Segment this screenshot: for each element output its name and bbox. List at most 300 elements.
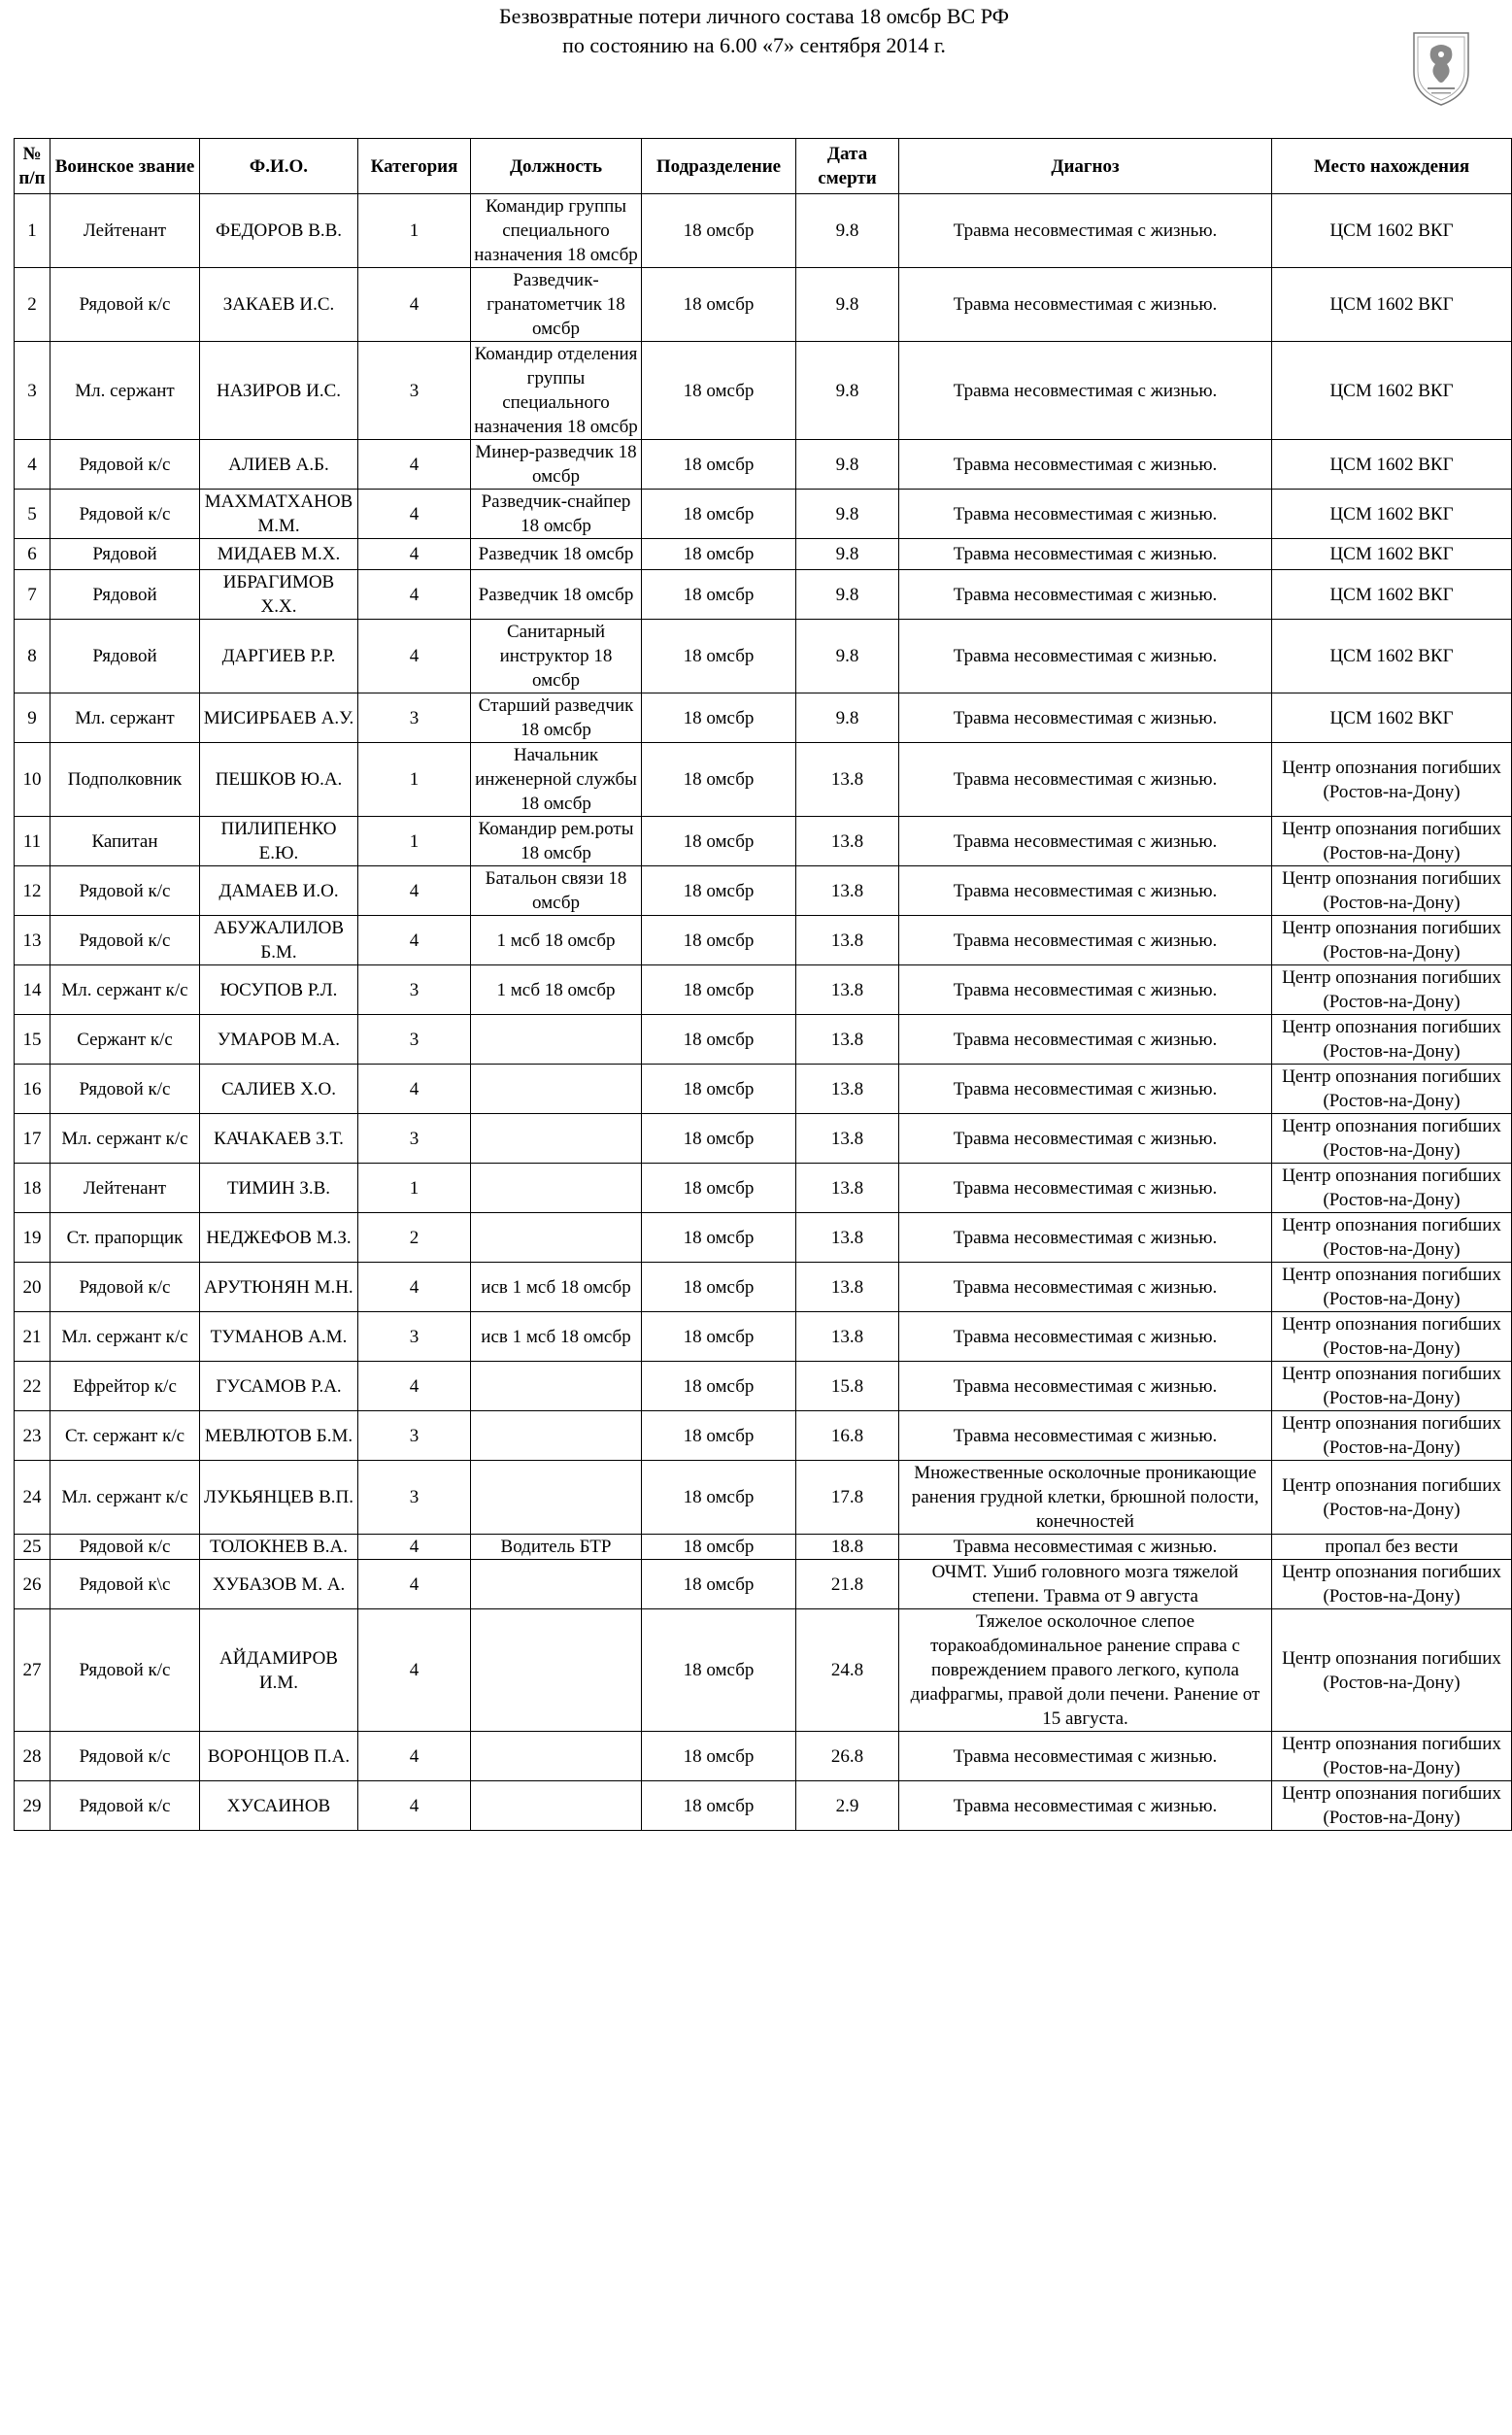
cell-category: 4 xyxy=(358,1065,471,1114)
cell-diagnosis: Травма несовместимая с жизнью. xyxy=(899,268,1272,342)
cell-position xyxy=(471,1560,642,1609)
cell-unit: 18 омсбр xyxy=(642,1263,796,1312)
cell-number: 24 xyxy=(15,1461,50,1535)
table-row xyxy=(15,1411,1512,1461)
cell-location: пропал без вести xyxy=(1272,1535,1512,1560)
cell-rank: Рядовой к/с xyxy=(50,1732,200,1781)
cell-name: ПИЛИПЕНКО Е.Ю. xyxy=(200,817,358,866)
cell-diagnosis: Травма несовместимая с жизнью. xyxy=(899,1164,1272,1213)
cell-number: 23 xyxy=(15,1411,50,1461)
cell-rank: Рядовой к/с xyxy=(50,1609,200,1732)
cell-diagnosis: ОЧМТ. Ушиб головного мозга тяжелой степени. Травма от 9 августа xyxy=(899,1560,1272,1609)
cell-location: Центр опознания погибших (Ростов-на-Дону) xyxy=(1272,1164,1512,1213)
cell-diagnosis: Травма несовместимая с жизнью. xyxy=(899,916,1272,965)
header-col-number: № п/п xyxy=(15,139,50,194)
cell-category: 4 xyxy=(358,1732,471,1781)
cell-diagnosis: Множественные осколочные проникающие ранения грудной клетки, брюшной полости, конечностей xyxy=(899,1461,1272,1535)
cell-rank: Мл. сержант к/с xyxy=(50,1114,200,1164)
cell-rank: Рядовой к/с xyxy=(50,490,200,539)
table-header-row xyxy=(15,139,1512,194)
cell-unit: 18 омсбр xyxy=(642,1362,796,1411)
cell-rank: Рядовой к/с xyxy=(50,1781,200,1831)
cell-position: Разведчик-гранатометчик 18 омсбр xyxy=(471,268,642,342)
cell-category: 3 xyxy=(358,693,471,743)
cell-name: АБУЖАЛИЛОВ Б.М. xyxy=(200,916,358,965)
cell-rank: Рядовой xyxy=(50,570,200,620)
cell-diagnosis: Травма несовместимая с жизнью. xyxy=(899,866,1272,916)
cell-death-date: 13.8 xyxy=(796,866,899,916)
table-row xyxy=(15,1312,1512,1362)
table-row xyxy=(15,817,1512,866)
table-row xyxy=(15,1362,1512,1411)
table-row xyxy=(15,916,1512,965)
cell-category: 3 xyxy=(358,1015,471,1065)
cell-number: 19 xyxy=(15,1213,50,1263)
cell-unit: 18 омсбр xyxy=(642,1609,796,1732)
table-row xyxy=(15,570,1512,620)
cell-unit: 18 омсбр xyxy=(642,1560,796,1609)
cell-death-date: 13.8 xyxy=(796,1312,899,1362)
cell-location: Центр опознания погибших (Ростов-на-Дону) xyxy=(1272,1732,1512,1781)
cell-death-date: 13.8 xyxy=(796,817,899,866)
cell-unit: 18 омсбр xyxy=(642,916,796,965)
cell-number: 6 xyxy=(15,539,50,570)
cell-rank: Рядовой к/с xyxy=(50,1535,200,1560)
cell-category: 3 xyxy=(358,1114,471,1164)
cell-number: 22 xyxy=(15,1362,50,1411)
cell-number: 7 xyxy=(15,570,50,620)
header-col-unit: Подразделение xyxy=(642,139,796,194)
cell-death-date: 18.8 xyxy=(796,1535,899,1560)
table-row xyxy=(15,1609,1512,1732)
cell-unit: 18 омсбр xyxy=(642,1411,796,1461)
cell-category: 4 xyxy=(358,916,471,965)
cell-location: Центр опознания погибших (Ростов-на-Дону) xyxy=(1272,1015,1512,1065)
cell-category: 4 xyxy=(358,1560,471,1609)
cell-location: ЦСМ 1602 ВКГ xyxy=(1272,342,1512,440)
cell-unit: 18 омсбр xyxy=(642,539,796,570)
cell-number: 9 xyxy=(15,693,50,743)
cell-number: 3 xyxy=(15,342,50,440)
cell-category: 2 xyxy=(358,1213,471,1263)
cell-rank: Рядовой к\с xyxy=(50,1560,200,1609)
cell-death-date: 2.9 xyxy=(796,1781,899,1831)
cell-rank: Капитан xyxy=(50,817,200,866)
cell-death-date: 9.8 xyxy=(796,440,899,490)
cell-position: Командир рем.роты 18 омсбр xyxy=(471,817,642,866)
title-line-1: Безвозвратные потери личного состава 18 омсбр ВС РФ xyxy=(499,4,1009,28)
cell-diagnosis: Травма несовместимая с жизнью. xyxy=(899,1781,1272,1831)
cell-category: 3 xyxy=(358,1461,471,1535)
table-row xyxy=(15,194,1512,268)
cell-position xyxy=(471,1065,642,1114)
cell-name: МАХМАТХАНОВ М.М. xyxy=(200,490,358,539)
table-row xyxy=(15,342,1512,440)
cell-category: 3 xyxy=(358,1312,471,1362)
cell-diagnosis: Тяжелое осколочное слепое торакоабдоминальное ранение справа с повреждением правого легкого, купола диафрагмы, правой доли печени. Ранение от 15 августа. xyxy=(899,1609,1272,1732)
cell-location: Центр опознания погибших (Ростов-на-Дону) xyxy=(1272,1560,1512,1609)
header-col-location: Место нахождения xyxy=(1272,139,1512,194)
cell-number: 17 xyxy=(15,1114,50,1164)
table-row xyxy=(15,693,1512,743)
cell-number: 26 xyxy=(15,1560,50,1609)
cell-location: Центр опознания погибших (Ростов-на-Дону) xyxy=(1272,1781,1512,1831)
cell-unit: 18 омсбр xyxy=(642,1312,796,1362)
table-row xyxy=(15,1535,1512,1560)
cell-name: ИБРАГИМОВ Х.Х. xyxy=(200,570,358,620)
cell-location: ЦСМ 1602 ВКГ xyxy=(1272,490,1512,539)
cell-number: 29 xyxy=(15,1781,50,1831)
cell-rank: Рядовой к/с xyxy=(50,866,200,916)
cell-diagnosis: Травма несовместимая с жизнью. xyxy=(899,570,1272,620)
cell-death-date: 13.8 xyxy=(796,1065,899,1114)
cell-death-date: 13.8 xyxy=(796,916,899,965)
cell-location: Центр опознания погибших (Ростов-на-Дону) xyxy=(1272,1609,1512,1732)
cell-location: Центр опознания погибших (Ростов-на-Дону) xyxy=(1272,916,1512,965)
cell-death-date: 26.8 xyxy=(796,1732,899,1781)
cell-location: Центр опознания погибших (Ростов-на-Дону) xyxy=(1272,1411,1512,1461)
cell-category: 4 xyxy=(358,1535,471,1560)
cell-diagnosis: Травма несовместимая с жизнью. xyxy=(899,743,1272,817)
cell-diagnosis: Травма несовместимая с жизнью. xyxy=(899,965,1272,1015)
cell-position: Начальник инженерной службы 18 омсбр xyxy=(471,743,642,817)
cell-number: 28 xyxy=(15,1732,50,1781)
cell-position: Разведчик 18 омсбр xyxy=(471,570,642,620)
cell-position xyxy=(471,1411,642,1461)
document-title xyxy=(0,2,1512,60)
cell-rank: Рядовой xyxy=(50,620,200,693)
cell-name: УМАРОВ М.А. xyxy=(200,1015,358,1065)
cell-unit: 18 омсбр xyxy=(642,866,796,916)
cell-unit: 18 омсбр xyxy=(642,693,796,743)
cell-location: Центр опознания погибших (Ростов-на-Дону) xyxy=(1272,1312,1512,1362)
cell-death-date: 13.8 xyxy=(796,1015,899,1065)
cell-category: 4 xyxy=(358,490,471,539)
cell-death-date: 9.8 xyxy=(796,620,899,693)
table-row xyxy=(15,1065,1512,1114)
header-col-death-date: Дата смерти xyxy=(796,139,899,194)
cell-rank: Сержант к/с xyxy=(50,1015,200,1065)
cell-diagnosis: Травма несовместимая с жизнью. xyxy=(899,693,1272,743)
cell-location: Центр опознания погибших (Ростов-на-Дону) xyxy=(1272,743,1512,817)
cell-position: Санитарный инструктор 18 омсбр xyxy=(471,620,642,693)
table-row xyxy=(15,1263,1512,1312)
table-row xyxy=(15,743,1512,817)
table-row xyxy=(15,620,1512,693)
cell-location: Центр опознания погибших (Ростов-на-Дону) xyxy=(1272,866,1512,916)
cell-position: Разведчик-снайпер 18 омсбр xyxy=(471,490,642,539)
cell-name: АЛИЕВ А.Б. xyxy=(200,440,358,490)
cell-unit: 18 омсбр xyxy=(642,490,796,539)
cell-name: МИДАЕВ М.Х. xyxy=(200,539,358,570)
cell-position: исв 1 мсб 18 омсбр xyxy=(471,1263,642,1312)
cell-rank: Мл. сержант xyxy=(50,693,200,743)
cell-diagnosis: Травма несовместимая с жизнью. xyxy=(899,490,1272,539)
cell-position: Водитель БТР xyxy=(471,1535,642,1560)
cell-rank: Ст. прапорщик xyxy=(50,1213,200,1263)
cell-unit: 18 омсбр xyxy=(642,817,796,866)
cell-diagnosis: Травма несовместимая с жизнью. xyxy=(899,440,1272,490)
cell-name: ТИМИН З.В. xyxy=(200,1164,358,1213)
cell-number: 10 xyxy=(15,743,50,817)
cell-category: 4 xyxy=(358,440,471,490)
cell-position xyxy=(471,1362,642,1411)
cell-location: Центр опознания погибших (Ростов-на-Дону) xyxy=(1272,1362,1512,1411)
cell-rank: Рядовой к/с xyxy=(50,916,200,965)
cell-death-date: 9.8 xyxy=(796,194,899,268)
cell-unit: 18 омсбр xyxy=(642,1213,796,1263)
cell-location: Центр опознания погибших (Ростов-на-Дону) xyxy=(1272,1065,1512,1114)
cell-death-date: 21.8 xyxy=(796,1560,899,1609)
cell-unit: 18 омсбр xyxy=(642,965,796,1015)
cell-number: 1 xyxy=(15,194,50,268)
cell-death-date: 9.8 xyxy=(796,342,899,440)
cell-category: 3 xyxy=(358,965,471,1015)
cell-death-date: 15.8 xyxy=(796,1362,899,1411)
cell-unit: 18 омсбр xyxy=(642,342,796,440)
cell-position: Батальон связи 18 омсбр xyxy=(471,866,642,916)
cell-rank: Мл. сержант к/с xyxy=(50,1312,200,1362)
cell-rank: Рядовой к/с xyxy=(50,1065,200,1114)
cell-diagnosis: Травма несовместимая с жизнью. xyxy=(899,620,1272,693)
cell-number: 27 xyxy=(15,1609,50,1732)
table-row xyxy=(15,1015,1512,1065)
cell-position xyxy=(471,1114,642,1164)
cell-category: 4 xyxy=(358,1781,471,1831)
table-row xyxy=(15,1461,1512,1535)
cell-category: 4 xyxy=(358,1263,471,1312)
losses-table xyxy=(14,138,1512,1831)
cell-unit: 18 омсбр xyxy=(642,194,796,268)
cell-name: ВОРОНЦОВ П.А. xyxy=(200,1732,358,1781)
cell-position xyxy=(471,1781,642,1831)
cell-name: НАЗИРОВ И.С. xyxy=(200,342,358,440)
cell-location: Центр опознания погибших (Ростов-на-Дону) xyxy=(1272,965,1512,1015)
cell-number: 20 xyxy=(15,1263,50,1312)
cell-diagnosis: Травма несовместимая с жизнью. xyxy=(899,817,1272,866)
cell-number: 15 xyxy=(15,1015,50,1065)
cell-rank: Подполковник xyxy=(50,743,200,817)
cell-diagnosis: Травма несовместимая с жизнью. xyxy=(899,1411,1272,1461)
cell-category: 4 xyxy=(358,268,471,342)
cell-position xyxy=(471,1015,642,1065)
cell-location: ЦСМ 1602 ВКГ xyxy=(1272,539,1512,570)
cell-unit: 18 омсбр xyxy=(642,1461,796,1535)
cell-death-date: 13.8 xyxy=(796,743,899,817)
cell-unit: 18 омсбр xyxy=(642,743,796,817)
cell-category: 1 xyxy=(358,194,471,268)
cell-diagnosis: Травма несовместимая с жизнью. xyxy=(899,1732,1272,1781)
cell-unit: 18 омсбр xyxy=(642,1164,796,1213)
cell-position xyxy=(471,1461,642,1535)
header-col-position: Должность xyxy=(471,139,642,194)
cell-position: Командир группы специального назначения 18 омсбр xyxy=(471,194,642,268)
cell-rank: Ефрейтор к/с xyxy=(50,1362,200,1411)
cell-death-date: 9.8 xyxy=(796,693,899,743)
header-col-diagnosis: Диагноз xyxy=(899,139,1272,194)
cell-location: Центр опознания погибших (Ростов-на-Дону) xyxy=(1272,817,1512,866)
cell-location: ЦСМ 1602 ВКГ xyxy=(1272,570,1512,620)
cell-name: ХУБАЗОВ М. А. xyxy=(200,1560,358,1609)
cell-position xyxy=(471,1164,642,1213)
cell-location: ЦСМ 1602 ВКГ xyxy=(1272,440,1512,490)
cell-location: Центр опознания погибших (Ростов-на-Дону) xyxy=(1272,1263,1512,1312)
cell-name: ФЕДОРОВ В.В. xyxy=(200,194,358,268)
cell-location: ЦСМ 1602 ВКГ xyxy=(1272,693,1512,743)
cell-name: ГУСАМОВ Р.А. xyxy=(200,1362,358,1411)
cell-category: 4 xyxy=(358,866,471,916)
cell-position xyxy=(471,1213,642,1263)
cell-unit: 18 омсбр xyxy=(642,620,796,693)
cell-name: ДАРГИЕВ Р.Р. xyxy=(200,620,358,693)
cell-diagnosis: Травма несовместимая с жизнью. xyxy=(899,342,1272,440)
cell-death-date: 9.8 xyxy=(796,490,899,539)
cell-name: АРУТЮНЯН М.Н. xyxy=(200,1263,358,1312)
cell-death-date: 13.8 xyxy=(796,1263,899,1312)
cell-position: Разведчик 18 омсбр xyxy=(471,539,642,570)
cell-number: 16 xyxy=(15,1065,50,1114)
cell-number: 21 xyxy=(15,1312,50,1362)
cell-name: ТУМАНОВ А.М. xyxy=(200,1312,358,1362)
cell-location: ЦСМ 1602 ВКГ xyxy=(1272,268,1512,342)
cell-unit: 18 омсбр xyxy=(642,440,796,490)
header-col-name: Ф.И.О. xyxy=(200,139,358,194)
cell-category: 3 xyxy=(358,1411,471,1461)
cell-death-date: 13.8 xyxy=(796,1213,899,1263)
table-row xyxy=(15,1732,1512,1781)
cell-category: 4 xyxy=(358,539,471,570)
cell-name: ЗАКАЕВ И.С. xyxy=(200,268,358,342)
cell-number: 11 xyxy=(15,817,50,866)
cell-position: 1 мсб 18 омсбр xyxy=(471,965,642,1015)
cell-unit: 18 омсбр xyxy=(642,1114,796,1164)
cell-rank: Лейтенант xyxy=(50,194,200,268)
cell-rank: Рядовой к/с xyxy=(50,1263,200,1312)
cell-death-date: 13.8 xyxy=(796,1164,899,1213)
table-row xyxy=(15,490,1512,539)
cell-diagnosis: Травма несовместимая с жизнью. xyxy=(899,539,1272,570)
table-row xyxy=(15,539,1512,570)
cell-death-date: 17.8 xyxy=(796,1461,899,1535)
cell-diagnosis: Травма несовместимая с жизнью. xyxy=(899,1015,1272,1065)
cell-unit: 18 омсбр xyxy=(642,1535,796,1560)
cell-number: 18 xyxy=(15,1164,50,1213)
table-row xyxy=(15,1164,1512,1213)
header-col-category: Категория xyxy=(358,139,471,194)
cell-category: 4 xyxy=(358,1362,471,1411)
cell-unit: 18 омсбр xyxy=(642,1015,796,1065)
cell-unit: 18 омсбр xyxy=(642,570,796,620)
cell-name: АЙДАМИРОВ И.М. xyxy=(200,1609,358,1732)
table-row xyxy=(15,866,1512,916)
cell-rank: Мл. сержант к/с xyxy=(50,965,200,1015)
cell-number: 2 xyxy=(15,268,50,342)
table-row xyxy=(15,1213,1512,1263)
cell-position: Минер-разведчик 18 омсбр xyxy=(471,440,642,490)
cell-location: ЦСМ 1602 ВКГ xyxy=(1272,620,1512,693)
cell-location: Центр опознания погибших (Ростов-на-Дону) xyxy=(1272,1213,1512,1263)
cell-death-date: 16.8 xyxy=(796,1411,899,1461)
cell-number: 8 xyxy=(15,620,50,693)
cell-unit: 18 омсбр xyxy=(642,1065,796,1114)
cell-death-date: 9.8 xyxy=(796,570,899,620)
cell-location: Центр опознания погибших (Ростов-на-Дону) xyxy=(1272,1461,1512,1535)
cell-diagnosis: Травма несовместимая с жизнью. xyxy=(899,1065,1272,1114)
cell-diagnosis: Травма несовместимая с жизнью. xyxy=(899,1535,1272,1560)
cell-location: ЦСМ 1602 ВКГ xyxy=(1272,194,1512,268)
table-row xyxy=(15,1114,1512,1164)
cell-diagnosis: Травма несовместимая с жизнью. xyxy=(899,1312,1272,1362)
cell-name: МИСИРБАЕВ А.У. xyxy=(200,693,358,743)
cell-diagnosis: Травма несовместимая с жизнью. xyxy=(899,1114,1272,1164)
cell-position: Командир отделения группы специального назначения 18 омсбр xyxy=(471,342,642,440)
cell-name: ЛУКЬЯНЦЕВ В.П. xyxy=(200,1461,358,1535)
table-body xyxy=(15,194,1512,1831)
cell-location: Центр опознания погибших (Ростов-на-Дону) xyxy=(1272,1114,1512,1164)
cell-unit: 18 омсбр xyxy=(642,268,796,342)
cell-category: 1 xyxy=(358,1164,471,1213)
cell-category: 4 xyxy=(358,620,471,693)
cell-rank: Мл. сержант xyxy=(50,342,200,440)
cell-rank: Рядовой к/с xyxy=(50,268,200,342)
cell-name: НЕДЖЕФОВ М.З. xyxy=(200,1213,358,1263)
title-line-2: по состоянию на 6.00 «7» сентября 2014 г. xyxy=(562,33,946,57)
cell-unit: 18 омсбр xyxy=(642,1781,796,1831)
cell-category: 4 xyxy=(358,1609,471,1732)
cell-rank: Мл. сержант к/с xyxy=(50,1461,200,1535)
cell-unit: 18 омсбр xyxy=(642,1732,796,1781)
table-row xyxy=(15,440,1512,490)
table-row xyxy=(15,965,1512,1015)
cell-death-date: 13.8 xyxy=(796,965,899,1015)
cell-death-date: 13.8 xyxy=(796,1114,899,1164)
table-row xyxy=(15,268,1512,342)
cell-number: 13 xyxy=(15,916,50,965)
cell-name: САЛИЕВ Х.О. xyxy=(200,1065,358,1114)
cell-category: 1 xyxy=(358,817,471,866)
cell-position xyxy=(471,1609,642,1732)
cell-diagnosis: Травма несовместимая с жизнью. xyxy=(899,1213,1272,1263)
cell-name: ТОЛОКНЕВ В.А. xyxy=(200,1535,358,1560)
cell-rank: Рядовой к/с xyxy=(50,440,200,490)
cell-rank: Ст. сержант к/с xyxy=(50,1411,200,1461)
cell-category: 3 xyxy=(358,342,471,440)
cell-position: Старший разведчик 18 омсбр xyxy=(471,693,642,743)
cell-name: ДАМАЕВ И.О. xyxy=(200,866,358,916)
cell-name: ПЕШКОВ Ю.А. xyxy=(200,743,358,817)
emblem-seal-icon xyxy=(1406,27,1476,109)
cell-death-date: 9.8 xyxy=(796,539,899,570)
cell-death-date: 24.8 xyxy=(796,1609,899,1732)
cell-number: 14 xyxy=(15,965,50,1015)
cell-position: исв 1 мсб 18 омсбр xyxy=(471,1312,642,1362)
table-row xyxy=(15,1560,1512,1609)
cell-name: ЮСУПОВ Р.Л. xyxy=(200,965,358,1015)
cell-diagnosis: Травма несовместимая с жизнью. xyxy=(899,194,1272,268)
cell-diagnosis: Травма несовместимая с жизнью. xyxy=(899,1362,1272,1411)
cell-name: МЕВЛЮТОВ Б.М. xyxy=(200,1411,358,1461)
cell-number: 12 xyxy=(15,866,50,916)
cell-rank: Лейтенант xyxy=(50,1164,200,1213)
cell-position: 1 мсб 18 омсбр xyxy=(471,916,642,965)
cell-number: 5 xyxy=(15,490,50,539)
cell-name: КАЧАКАЕВ З.Т. xyxy=(200,1114,358,1164)
cell-diagnosis: Травма несовместимая с жизнью. xyxy=(899,1263,1272,1312)
cell-category: 1 xyxy=(358,743,471,817)
cell-position xyxy=(471,1732,642,1781)
table-row xyxy=(15,1781,1512,1831)
cell-death-date: 9.8 xyxy=(796,268,899,342)
